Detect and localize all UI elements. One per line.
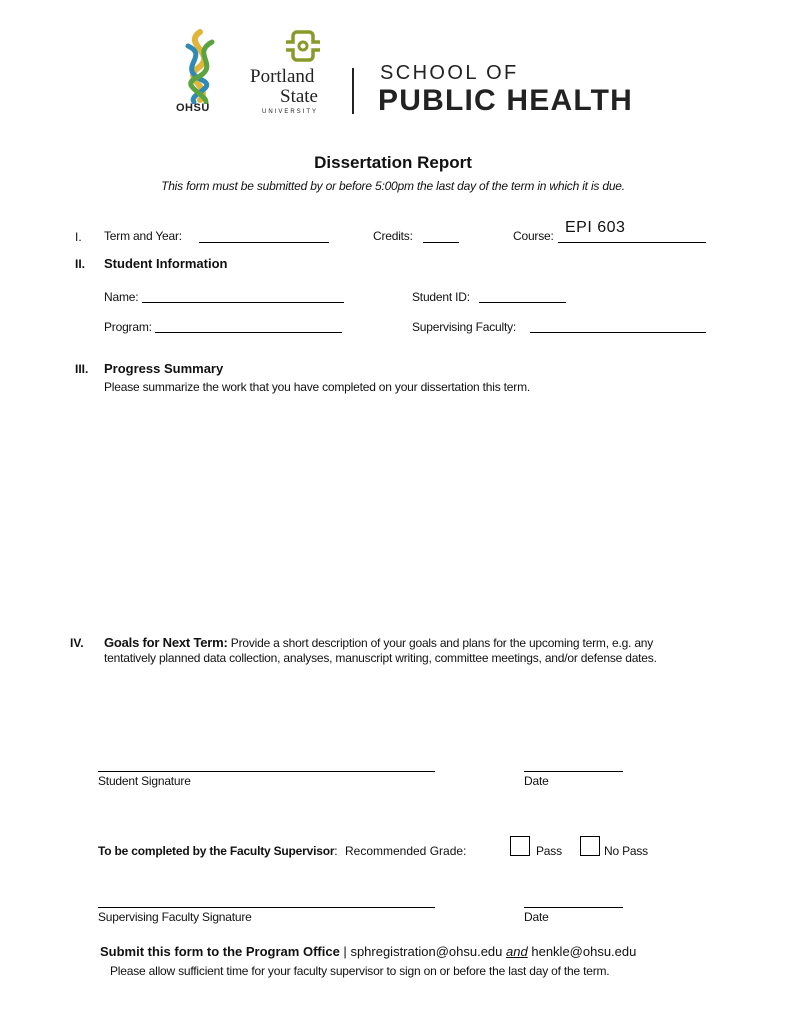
course-value: EPI 603: [565, 219, 626, 236]
credits-field[interactable]: [423, 242, 459, 243]
section-3-number: III.: [75, 362, 89, 376]
school-line2: PUBLIC HEALTH: [378, 84, 634, 117]
faculty-supervisor-intro: To be completed by the Faculty Supervisor: [98, 844, 335, 858]
term-year-label: Term and Year:: [104, 229, 182, 243]
student-id-label: Student ID:: [412, 290, 470, 304]
student-info-heading: Student Information: [104, 256, 228, 271]
student-date-label: Date: [524, 774, 549, 788]
and-text: and: [506, 944, 528, 959]
page-title: Dissertation Report: [314, 153, 472, 172]
program-field[interactable]: [155, 332, 342, 333]
colon: :: [334, 844, 338, 858]
faculty-signature-line[interactable]: [98, 907, 435, 908]
course-label: Course:: [513, 229, 554, 243]
faculty-supervisor-row: [98, 844, 466, 858]
page-subtitle: This form must be submitted by or before 5:00pm the last day of the term in which it is due.: [161, 179, 625, 193]
psu-portland: Portland: [250, 66, 315, 87]
psu-university: UNIVERSITY: [262, 109, 319, 115]
psu-knot-icon: [286, 28, 320, 64]
name-label: Name:: [104, 290, 139, 304]
separator: |: [343, 944, 347, 959]
footer-note: Please allow sufficient time for your faculty supervisor to sign on or before the last day of the term.: [110, 964, 610, 978]
supervising-faculty-label: Supervising Faculty:: [412, 320, 517, 334]
student-date-line[interactable]: [524, 771, 623, 772]
faculty-date-label: Date: [524, 910, 549, 924]
ohsu-wordmark: OHSU: [176, 102, 210, 114]
course-field[interactable]: [558, 242, 706, 243]
goals-instruction-2: tentatively planned data collection, analyses, manuscript writing, committee meetings, and/or defense dates.: [104, 651, 657, 665]
pass-label: Pass: [536, 844, 562, 858]
program-label: Program:: [104, 320, 152, 334]
recommended-grade-label: Recommended Grade:: [344, 844, 467, 858]
email-sphregistration[interactable]: sphregistration@ohsu.edu: [350, 944, 503, 959]
psu-logo: [248, 28, 338, 120]
goals-line1: [104, 635, 653, 650]
school-line1: SCHOOL OF: [380, 62, 519, 84]
faculty-signature-label: Supervising Faculty Signature: [98, 910, 252, 924]
submit-instructions: [100, 944, 636, 959]
supervising-faculty-field[interactable]: [530, 332, 706, 333]
ohsu-logo: [172, 28, 228, 118]
goals-instruction-1: Provide a short description of your goals and plans for the upcoming term, e.g. any: [230, 636, 654, 650]
ohsu-emblem-icon: [172, 28, 228, 104]
name-field[interactable]: [142, 302, 344, 303]
submit-bold: Submit this form to the Program Office: [100, 944, 340, 959]
student-signature-line[interactable]: [98, 771, 435, 772]
term-year-field[interactable]: [199, 242, 329, 243]
section-4-number: IV.: [70, 636, 84, 650]
no-pass-label: No Pass: [604, 844, 648, 858]
psu-state: State: [280, 86, 318, 107]
progress-summary-heading: Progress Summary: [104, 361, 224, 376]
section-1-number: I.: [75, 230, 82, 244]
student-id-field[interactable]: [479, 302, 566, 303]
student-signature-label: Student Signature: [98, 774, 191, 788]
no-pass-checkbox[interactable]: [580, 836, 600, 856]
goals-area[interactable]: [104, 672, 714, 762]
progress-summary-area[interactable]: [104, 400, 714, 620]
progress-summary-instruction: Please summarize the work that you have completed on your dissertation this term.: [104, 380, 531, 394]
pass-checkbox[interactable]: [510, 836, 530, 856]
credits-label: Credits:: [373, 229, 413, 243]
email-henkle[interactable]: henkle@ohsu.edu: [531, 944, 637, 959]
section-2-number: II.: [75, 257, 86, 271]
goals-heading: Goals for Next Term:: [104, 635, 228, 650]
logo-divider: [352, 68, 354, 114]
faculty-date-line[interactable]: [524, 907, 623, 908]
